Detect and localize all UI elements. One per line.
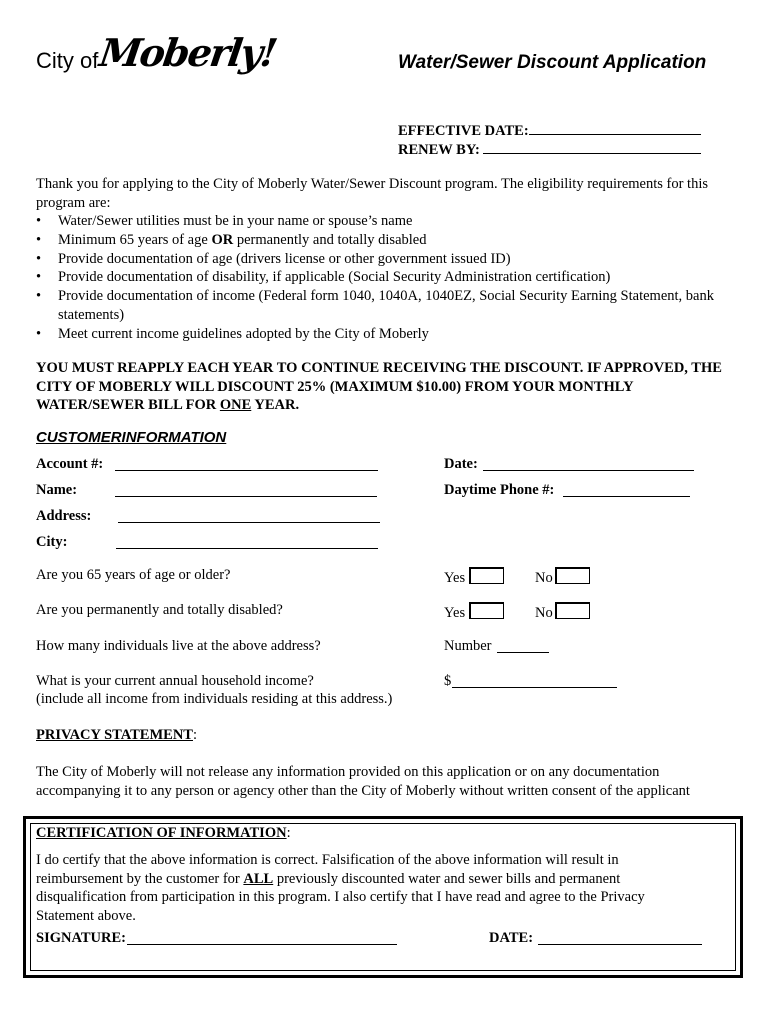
list-item: • Water/Sewer utilities must be in your name or spouse’s name — [36, 213, 413, 229]
effective-date-row — [398, 122, 701, 140]
address-field[interactable] — [118, 510, 380, 523]
effective-date-label: EFFECTIVE DATE: — [398, 123, 529, 139]
income-field[interactable] — [452, 675, 617, 688]
cert-date-field[interactable] — [538, 932, 702, 945]
signature-field[interactable] — [127, 932, 397, 945]
privacy-heading: PRIVACY STATEMENT: — [36, 727, 198, 743]
bullet-icon: • — [36, 269, 42, 286]
account-field[interactable] — [115, 458, 378, 471]
question-income-note: (include all income from individuals residing at this address.) — [36, 691, 393, 707]
phone-field[interactable] — [563, 484, 690, 497]
city-field[interactable] — [116, 536, 378, 549]
income-dollar-sign: $ — [444, 673, 452, 689]
account-label: Account #: — [36, 456, 104, 472]
question-household-count: How many individuals live at the above address? — [36, 638, 321, 654]
date-field[interactable] — [483, 458, 694, 471]
household-number-label: Number — [444, 638, 492, 654]
eligibility-list — [36, 212, 726, 344]
date-label: Date: — [444, 456, 478, 472]
renew-by-field[interactable] — [483, 141, 701, 154]
age-no-option: No — [535, 567, 590, 587]
phone-label: Daytime Phone #: — [444, 482, 555, 498]
disabled-yes-checkbox[interactable] — [469, 602, 504, 619]
age-yes-checkbox[interactable] — [469, 567, 504, 584]
renew-by-row — [398, 141, 701, 159]
list-item: • Minimum 65 years of age OR permanently and totally disabled — [36, 231, 427, 248]
logo-city-name: Moberly! — [96, 30, 279, 75]
customer-info-heading: CUSTOMERINFORMATION — [36, 429, 227, 446]
list-item: • Provide documentation of income (Federal form 1040, 1040A, 1040EZ, Social Security Earning Statement, bank statements) — [36, 288, 714, 323]
signature-label: SIGNATURE: — [36, 930, 126, 946]
cert-date-label: DATE: — [489, 930, 534, 946]
effective-date-field[interactable] — [529, 122, 701, 135]
question-age: Are you 65 years of age or older? — [36, 567, 231, 583]
disabled-yes-option: Yes — [444, 602, 504, 622]
age-no-checkbox[interactable] — [555, 567, 590, 584]
intro-text: Thank you for applying to the City of Moberly Water/Sewer Discount program. The eligibility requirements for this program are: — [36, 176, 709, 211]
list-item: • Provide documentation of disability, if applicable (Social Security Administration certification) — [36, 269, 611, 286]
household-number-field[interactable] — [497, 640, 549, 653]
document-title: Water/Sewer Discount Application — [398, 52, 707, 73]
privacy-text: The City of Moberly will not release any information provided on this application or on any documentation accompanying it to any person or agency other than the City of Moberly without written consent of the applicant — [36, 764, 690, 799]
bullet-icon: • — [36, 231, 42, 248]
age-yes-option: Yes — [444, 567, 504, 587]
logo-city-prefix: City of — [36, 48, 99, 73]
question-disabled: Are you permanently and totally disabled? — [36, 602, 283, 618]
list-item: • Meet current income guidelines adopted by the City of Moberly — [36, 325, 429, 342]
reapply-notice: YOU MUST REAPPLY EACH YEAR TO CONTINUE RECEIVING THE DISCOUNT. IF APPROVED, THE CITY OF MOBERLY WILL DISCOUNT 25% (MAXIMUM $10.00) FROM YOUR MONTHLY WATER/SEWER BILL FOR ONE YEAR. — [36, 360, 722, 413]
disabled-no-option: No — [535, 602, 590, 622]
question-income: What is your current annual household income? — [36, 673, 314, 689]
city-label: City: — [36, 534, 68, 550]
name-field[interactable] — [115, 484, 377, 497]
name-label: Name: — [36, 482, 78, 498]
bullet-icon: • — [36, 213, 42, 229]
bullet-icon: • — [36, 250, 42, 267]
certification-text: I do certify that the above information is correct. Falsification of the above information will result in reimbursement by the customer for ALL previously discounted water and sewer bills and permanent disqualification from participation in this program. I also certify that I have read and agree to the Privacy Statement above. — [36, 852, 645, 924]
disabled-no-checkbox[interactable] — [555, 602, 590, 619]
bullet-icon: • — [36, 288, 42, 305]
address-label: Address: — [36, 508, 92, 524]
renew-by-label: RENEW BY: — [398, 142, 480, 158]
bullet-icon: • — [36, 325, 42, 342]
list-item: • Provide documentation of age (drivers license or other government issued ID) — [36, 250, 511, 267]
certification-heading: CERTIFICATION OF INFORMATION: — [36, 825, 291, 841]
